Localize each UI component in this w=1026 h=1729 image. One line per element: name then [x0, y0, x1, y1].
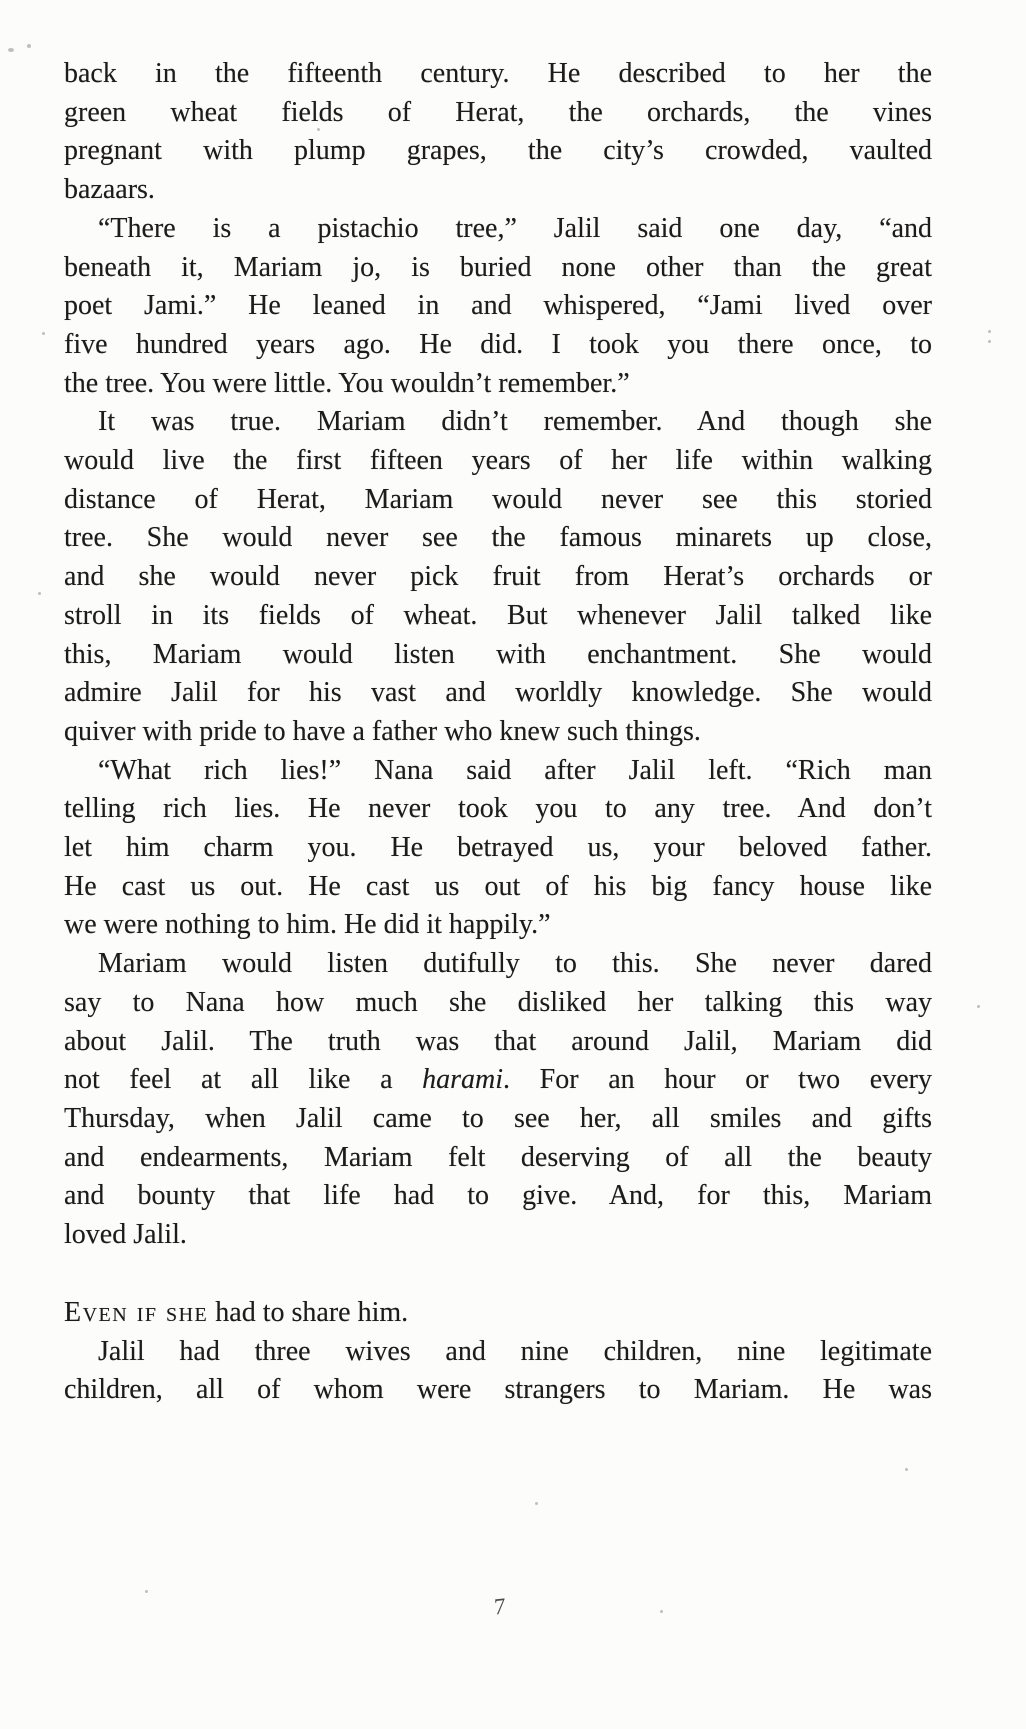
text-line: stroll in its fields of wheat. But whenever Jalil talked like [64, 599, 932, 631]
text-line: we were nothing to him. He did it happily.” [64, 909, 551, 941]
scan-artifact [660, 1610, 663, 1613]
text-line [64, 1061, 932, 1100]
text-line: five hundred years ago. He did. I took you there once, to [64, 328, 932, 360]
text-line: and she would never pick fruit from Herat’s orchards or [64, 561, 932, 593]
paragraph-section-opener [64, 1294, 932, 1333]
text-line: “What rich lies!” Nana said after Jalil left. “Rich man [98, 754, 932, 786]
scan-artifact [145, 1590, 148, 1593]
text-line: back in the fifteenth century. He described to her the [64, 58, 932, 89]
paragraph [64, 210, 932, 404]
scan-artifact [8, 48, 14, 52]
text-line: and endearments, Mariam felt deserving of all the beauty [64, 1141, 932, 1173]
text-line: and bounty that life had to give. And, for this, Mariam [64, 1180, 932, 1212]
text-line: pregnant with plump grapes, the city’s crowded, vaulted [64, 135, 932, 167]
paragraph [64, 945, 932, 1255]
scan-artifact [988, 340, 991, 343]
text-line: tree. She would never see the famous minarets up close, [64, 522, 932, 554]
text-line [64, 1294, 932, 1333]
scan-artifact [38, 592, 41, 595]
text-line: Mariam would listen dutifully to this. She never dared [98, 948, 932, 980]
paragraph [64, 55, 932, 210]
text-segment: . For an hour or two every [503, 1064, 932, 1096]
text-line: say to Nana how much she disliked her talking this way [64, 986, 932, 1018]
text-line: would live the first fifteen years of her life within walking [64, 445, 932, 477]
small-caps-lead: Even if she [64, 1296, 209, 1328]
scan-artifact [977, 1005, 980, 1008]
scan-artifact [42, 332, 45, 335]
text-line: about Jalil. The truth was that around Jalil, Mariam did [64, 1025, 932, 1057]
paragraph [64, 1333, 932, 1410]
text-line: Jalil had three wives and nine children, nine legitimate [98, 1335, 932, 1367]
scan-artifact [317, 128, 320, 131]
text-line: let him charm you. He betrayed us, your beloved father. [64, 832, 932, 864]
text-line: beneath it, Mariam jo, is buried none other than the great [64, 251, 932, 283]
text-line: children, all of whom were strangers to Mariam. He was [64, 1374, 932, 1406]
text-line: Thursday, when Jalil came to see her, all smiles and gifts [64, 1102, 932, 1134]
paragraph [64, 752, 932, 946]
text-line: He cast us out. He cast us out of his big fancy house like [64, 870, 932, 902]
page-number: 7 [493, 1593, 506, 1620]
page-text [64, 55, 932, 1410]
text-line: admire Jalil for his vast and worldly knowledge. She would [64, 677, 932, 709]
text-line: loved Jalil. [64, 1219, 187, 1251]
text-line: “There is a pistachio tree,” Jalil said one day, “and [98, 212, 932, 244]
scan-artifact [905, 1468, 908, 1471]
text-line: bazaars. [64, 174, 155, 206]
text-line: green wheat fields of Herat, the orchards, the vines [64, 96, 932, 128]
text-segment: not feel at all like a [64, 1064, 423, 1096]
text-line: quiver with pride to have a father who knew such things. [64, 715, 701, 747]
scan-artifact [988, 330, 991, 333]
text-line: poet Jami.” He leaned in and whispered, “Jami lived over [64, 290, 932, 322]
italic-word: harami [422, 1064, 504, 1096]
text-segment: had to share him. [208, 1296, 409, 1328]
paragraph [64, 403, 932, 751]
text-line: this, Mariam would listen with enchantment. She would [64, 638, 932, 670]
scan-artifact [27, 44, 31, 48]
text-line: It was true. Mariam didn’t remember. And though she [98, 406, 932, 438]
text-line: telling rich lies. He never took you to any tree. And don’t [64, 793, 932, 825]
text-line: the tree. You were little. You wouldn’t remember.” [64, 367, 630, 399]
text-line: distance of Herat, Mariam would never see this storied [64, 483, 932, 515]
scan-artifact [535, 1502, 538, 1505]
